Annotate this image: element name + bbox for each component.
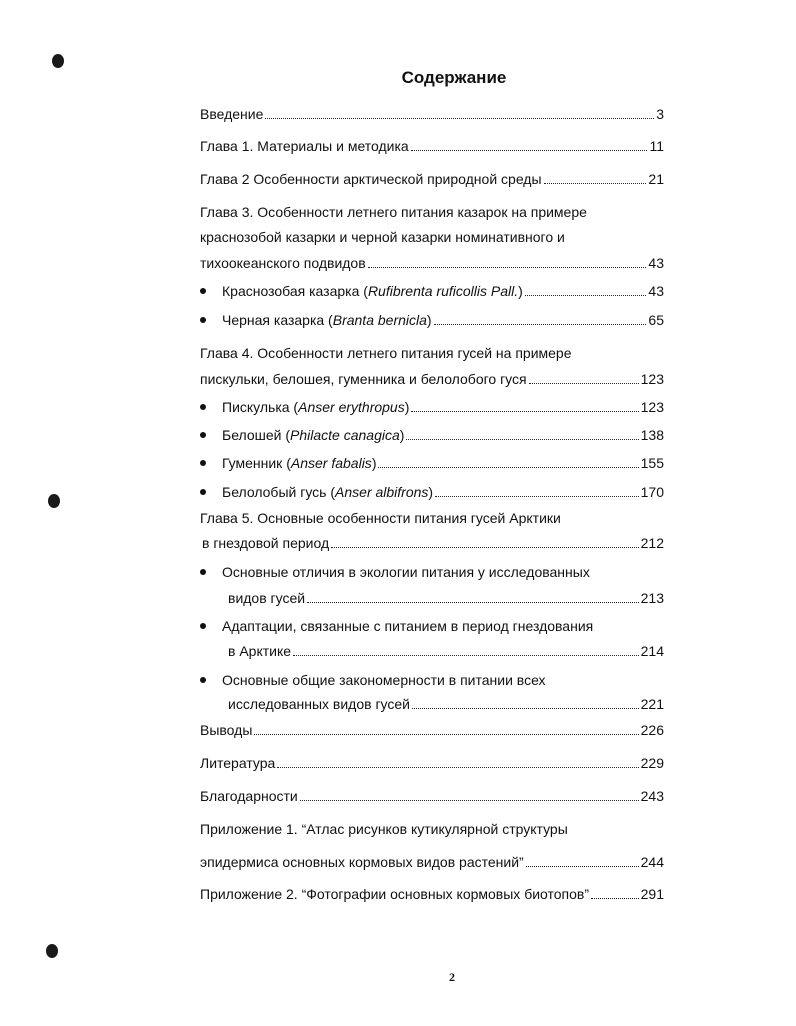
toc-entry-chapter-3[interactable]: тихоокеанского подвидов 43	[200, 255, 664, 271]
toc-entry-conclusions[interactable]: Выводы 226	[200, 722, 664, 738]
page-number: 2	[449, 970, 455, 984]
toc-entry-beloshey[interactable]: Белошей (Philacte canagica) 138	[200, 425, 664, 445]
toc-entry-chapter-1[interactable]: Глава 1. Материалы и методика 11	[200, 138, 664, 154]
toc-entry-chernaya-kazarka[interactable]: Черная казарка (Branta bernicla) 65	[200, 310, 664, 330]
toc-entry-chapter-4[interactable]: пискульки, белошея, гуменника и белолобого гуся 123	[200, 371, 664, 387]
punch-hole-bottom	[46, 944, 58, 958]
bullet-icon	[200, 489, 206, 495]
toc-entry-chapter-5[interactable]: в гнездовой период 212	[202, 535, 664, 551]
toc-entry-krasnozobaya-kazarka[interactable]: Краснозобая казарка (Rufibrenta ruficollis Pall.) 43	[200, 281, 664, 301]
page-title: Содержание	[401, 68, 507, 87]
toc-entry-subsection-3[interactable]: исследованных видов гусей 221	[228, 696, 664, 712]
toc-entry-literature[interactable]: Литература 229	[200, 755, 664, 771]
toc-chapter-3-line-2: краснозобой казарки и черной казарки номинативного и	[200, 229, 565, 245]
toc-entry-belolobiy-gus[interactable]: Белолобый гусь (Anser albifrons) 170	[200, 482, 664, 502]
punch-hole-middle	[48, 494, 60, 508]
toc-entry-acknowledgements[interactable]: Благодарности 243	[200, 788, 664, 804]
bullet-icon	[200, 317, 206, 323]
toc-entry-piskulka[interactable]: Пискулька (Anser erythropus) 123	[200, 397, 664, 417]
bullet-icon	[200, 404, 206, 410]
toc-subsection-3-line-1: Основные общие закономерности в питании всех	[200, 670, 664, 690]
bullet-icon	[200, 288, 206, 294]
toc-entry-appendix-1[interactable]: эпидермиса основных кормовых видов растений” 244	[200, 854, 664, 870]
bullet-icon	[200, 677, 206, 683]
punch-hole-top	[52, 54, 64, 68]
toc-subsection-1-line-1: Основные отличия в экологии питания у исследованных	[200, 562, 664, 582]
toc-entry-intro[interactable]: Введение 3	[200, 106, 664, 122]
toc-entry-appendix-2[interactable]: Приложение 2. “Фотографии основных кормовых биотопов” 291	[200, 886, 664, 902]
toc-subsection-2-line-1: Адаптации, связанные с питанием в период гнездования	[200, 616, 664, 636]
toc-entry-subsection-2[interactable]: в Арктике 214	[228, 643, 664, 659]
bullet-icon	[200, 432, 206, 438]
toc-chapter-5-line-1: Глава 5. Основные особенности питания гусей Арктики	[200, 510, 561, 526]
toc-chapter-3-line-1: Глава 3. Особенности летнего питания казарок на примере	[200, 204, 587, 220]
toc-appendix-1-line-1: Приложение 1. “Атлас рисунков кутикулярной структуры	[200, 821, 568, 837]
toc-entry-subsection-1[interactable]: видов гусей 213	[228, 590, 664, 606]
bullet-icon	[200, 569, 206, 575]
toc-entry-chapter-2[interactable]: Глава 2 Особенности арктической природной среды 21	[200, 171, 664, 187]
toc-chapter-4-line-1: Глава 4. Особенности летнего питания гусей на примере	[200, 345, 572, 361]
bullet-icon	[200, 460, 206, 466]
bullet-icon	[200, 623, 206, 629]
toc-entry-gumennik[interactable]: Гуменник (Anser fabalis) 155	[200, 453, 664, 473]
